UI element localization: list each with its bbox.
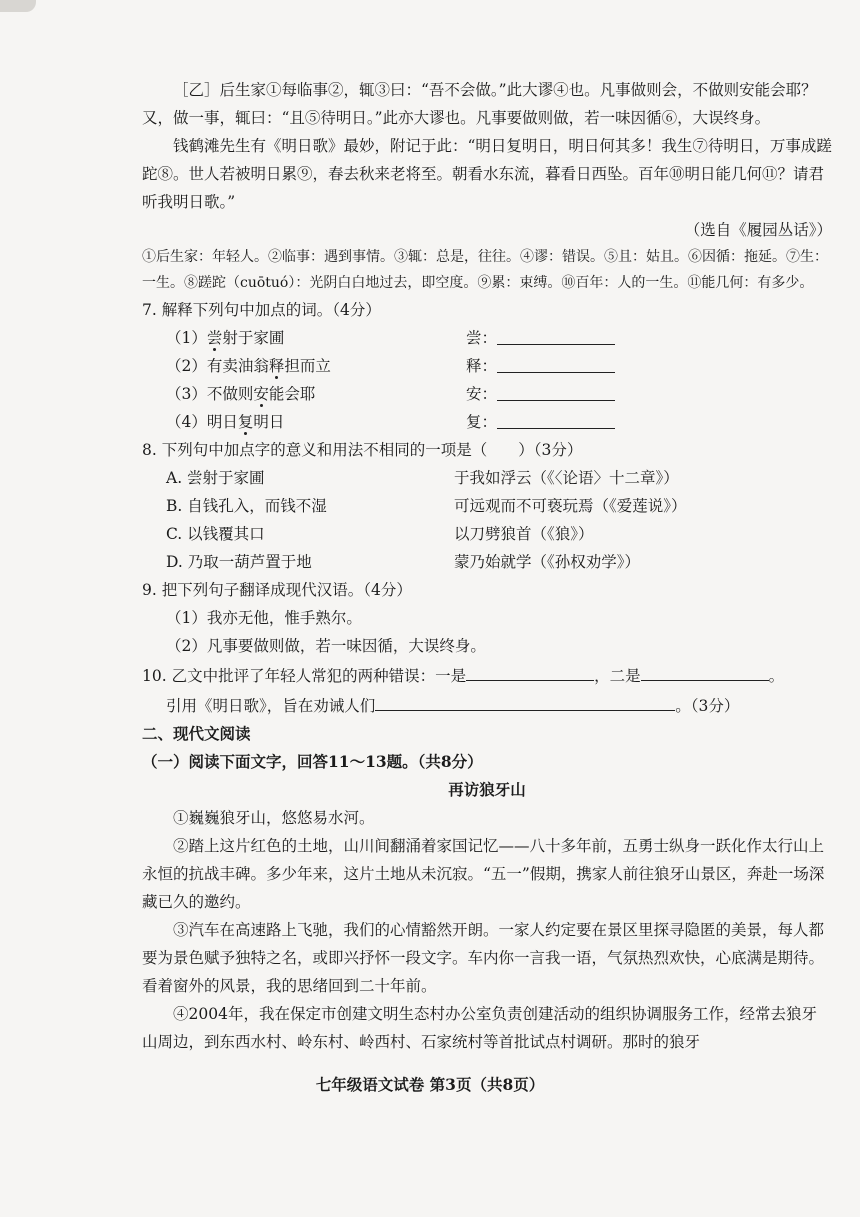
passage-para4: ④2004年，我在保定市创建文明生态村办公室负责创建活动的组织协调服务工作，经常去狼牙山周边，到东西水村、岭东村、岭西村、石家统村等首批试点村调研。那时的狼牙 bbox=[142, 1005, 817, 1051]
passage-yi-para2: 钱鹤滩先生有《明日歌》最妙，附记于此：“明日复明日，明日何其多！我生⑦待明日，万事成蹉跎⑧。世人若被明日累⑨，春去秋来老将至。朝看水东流，暮看日西坠。百年⑩明日能几何⑪？请君听我明日歌。” bbox=[142, 137, 832, 211]
question-7-item: （3）不做则安能会耶 安： bbox=[142, 380, 832, 408]
section-subheading: （一）阅读下面文字，回答11～13题。（共8分） bbox=[142, 752, 483, 771]
question-9-item: （2）凡事要做则做，若一味因循，大误终身。 bbox=[166, 637, 486, 655]
passage-para1: ①巍巍狼牙山，悠悠易水河。 bbox=[173, 809, 375, 827]
page-footer: 七年级语文试卷 第3页（共8页） bbox=[315, 1075, 545, 1094]
dotted-char: 复 bbox=[237, 413, 254, 431]
question-10-line2: 引用《明日歌》，旨在劝诫人们 。（3分） bbox=[142, 690, 832, 720]
passage-yi-para1: ［乙］后生家①每临事②，辄③曰：“吾不会做。”此大谬④也。凡事做则会，不做则安能会耶？又，做一事，辄曰：“且⑤待明日。”此亦大谬也。凡事要做则做，若一味因循⑥，大误终身。 bbox=[142, 81, 817, 127]
passage-notes: ①后生家：年轻人。②临事：遇到事情。③辄：总是，往往。④谬：错误。⑤且：姑且。⑥因循：拖延。⑦生：一生。⑧蹉跎（cuōtuó）：光阴白白地过去，即空度。⑨累：束缚。⑩百年：人的一生。⑪能几何：有多少。 bbox=[142, 249, 828, 291]
question-7-stem: 7. 解释下列句中加点的词。（4分） bbox=[142, 301, 381, 319]
dotted-char: 安 bbox=[253, 385, 269, 403]
dotted-char: 释 bbox=[268, 357, 285, 375]
answer-blank[interactable] bbox=[497, 352, 615, 373]
question-9-stem: 9. 把下列句子翻译成现代汉语。（4分） bbox=[142, 581, 412, 599]
page-content bbox=[142, 76, 832, 1056]
question-7-item: （1）尝射于家圃 尝： bbox=[142, 324, 832, 352]
passage-title: 再访狼牙山 bbox=[448, 780, 526, 799]
answer-blank[interactable] bbox=[497, 408, 615, 429]
question-8-option-c[interactable]: C. 以钱覆其口 以刀劈狼首（《狼》） bbox=[166, 525, 594, 543]
question-9-item: （1）我亦无他，惟手熟尔。 bbox=[166, 609, 362, 627]
answer-blank[interactable] bbox=[375, 690, 675, 711]
dotted-char: 尝 bbox=[206, 329, 223, 347]
question-7-item: （2）有卖油翁释担而立 释： bbox=[142, 352, 832, 380]
question-10-line1: 10. 乙文中批评了年轻人常犯的两种错误：一是 ，二是 。 bbox=[142, 660, 832, 690]
answer-blank[interactable] bbox=[641, 660, 769, 681]
answer-blank[interactable] bbox=[497, 380, 615, 401]
answer-blank[interactable] bbox=[497, 324, 615, 345]
question-8-option-a[interactable]: A. 尝射于家圃 于我如浮云（《〈论语〉十二章》） bbox=[166, 469, 679, 487]
passage-para2: ②踏上这片红色的土地，山川间翻涌着家国记忆——八十多年前，五勇士纵身一跃化作太行山上永恒的抗战丰碑。多少年来，这片土地从未沉寂。“五一”假期，携家人前往狼牙山景区，奔赴一场深藏已久的邀约。 bbox=[142, 837, 825, 911]
question-7-item: （4）明日复明日 复： bbox=[142, 408, 832, 436]
page-corner-shadow bbox=[0, 0, 36, 12]
answer-blank[interactable] bbox=[466, 660, 594, 681]
question-8-stem: 8. 下列句中加点字的意义和用法不相同的一项是（ ）（3分） bbox=[142, 441, 583, 459]
question-8-option-b[interactable]: B. 自钱孔入，而钱不湿 可远观而不可亵玩焉（《爱莲说》） bbox=[166, 497, 687, 515]
passage-para3: ③汽车在高速路上飞驰，我们的心情豁然开朗。一家人约定要在景区里探寻隐匿的美景，每人都要为景色赋予独特之名，或即兴抒怀一段文字。车内你一言我一语，气氛热烈欢快，心底满是期待。看着窗外的风景，我的思绪回到二十年前。 bbox=[142, 921, 825, 995]
passage-source: （选自《履园丛话》） bbox=[684, 221, 832, 239]
section-heading: 二、现代文阅读 bbox=[142, 724, 251, 743]
question-8-option-d[interactable]: D. 乃取一葫芦置于地 蒙乃始就学（《孙权劝学》） bbox=[166, 553, 641, 571]
